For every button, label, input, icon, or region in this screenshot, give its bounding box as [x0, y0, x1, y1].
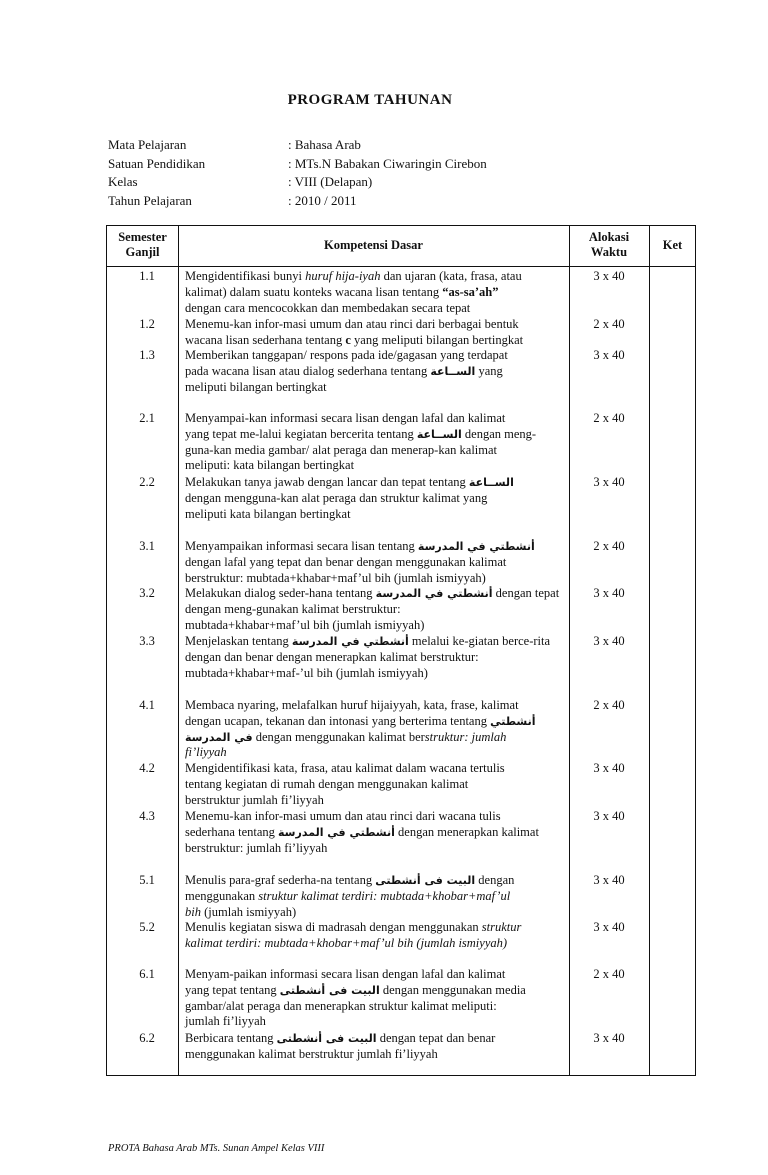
competency-line: Menemu-kan infor-masi umum dan atau rinci dari berbagai bentuk [185, 317, 519, 331]
competency-line: Menyam-paikan informasi secara lisan dengan lafal dan kalimat [185, 967, 506, 981]
competency-line: sederhana tentang أنشطتي في المدرسة dengan menerapkan kalimat [185, 824, 539, 839]
header-kompetensi: Kompetensi Dasar [324, 238, 423, 252]
time-allocation: 2 x 40 [593, 539, 625, 553]
header-semester-line1: Semester [118, 230, 167, 244]
page-title: PROGRAM TAHUNAN [287, 92, 453, 108]
info-label: Tahun Pelajaran [108, 192, 192, 208]
competency-text [185, 634, 571, 681]
competency-number: 4.2 [139, 761, 155, 775]
time-allocation: 2 x 40 [593, 698, 625, 712]
competency-text [185, 698, 571, 761]
competency-text [185, 411, 571, 474]
competency-line: tentang kegiatan di rumah dengan menggunakan kalimat [185, 776, 469, 791]
competency-number: 4.3 [139, 809, 155, 823]
header-semester-line2: Ganjil [125, 245, 160, 259]
competency-text [185, 348, 571, 395]
competency-line: Mengidentifikasi bunyi huruf hija-iyah dan ujaran (kata, frasa, atau [185, 269, 522, 283]
time-allocation: 3 x 40 [593, 873, 625, 887]
competency-line: berstruktur: jumlah fi’liyyah [185, 840, 328, 855]
competency-line: dengan dan benar dengan menerapkan kalimat berstruktur: [185, 649, 479, 664]
competency-line: berstruktur jumlah fi’liyyah [185, 792, 324, 807]
time-allocation: 3 x 40 [593, 475, 625, 489]
competency-text [185, 809, 571, 856]
competency-line: dengan mengguna-kan alat peraga dan struktur kalimat yang [185, 490, 488, 505]
info-row-class [108, 173, 487, 192]
competency-text [185, 586, 571, 633]
competency-text [185, 269, 571, 316]
competency-number: 3.1 [139, 539, 155, 553]
info-row-year [108, 192, 487, 211]
competency-number: 1.3 [139, 348, 155, 362]
competency-line: yang tepat tentang البيت فى أنشطتى dengan menggunakan media [185, 982, 526, 997]
competency-line: في المدرسة dengan menggunakan kalimat berstruktur: jumlah [185, 729, 507, 744]
competency-line: Menulis kegiatan siswa di madrasah dengan menggunakan struktur [185, 920, 522, 934]
document-info [108, 136, 487, 210]
competency-number: 1.2 [139, 317, 155, 331]
competency-text [185, 317, 571, 349]
competency-line: wacana lisan sederhana tentang c yang meliputi bilangan bertingkat [185, 332, 524, 347]
info-row-subject [108, 136, 487, 155]
competency-line: Menemu-kan infor-masi umum dan atau rinci dari wacana tulis [185, 809, 501, 823]
competency-line: Mengidentifikasi kata, frasa, atau kalimat dalam wacana tertulis [185, 761, 505, 775]
time-allocation: 2 x 40 [593, 967, 625, 981]
competency-number: 5.2 [139, 920, 155, 934]
info-row-school [108, 155, 487, 174]
competency-number: 5.1 [139, 873, 155, 887]
time-allocation: 2 x 40 [593, 317, 625, 331]
competency-text [185, 967, 571, 1030]
competency-line: menggunakan struktur kalimat terdiri: mubtada+khobar+maf’ul [185, 888, 511, 903]
program-table [106, 225, 696, 1076]
competency-line: Melakukan dialog seder-hana tentang أنشطتي في المدرسة dengan tepat [185, 586, 560, 600]
competency-line: meliputi kata bilangan bertingkat [185, 506, 351, 521]
info-label: Mata Pelajaran [108, 137, 187, 152]
competency-number: 3.3 [139, 634, 155, 648]
competency-line: gambar/alat peraga dan menerapkan struktur kalimat meliputi: [185, 998, 497, 1013]
column-divider [649, 226, 650, 1075]
competency-number: 2.1 [139, 411, 155, 425]
info-value: : MTs.N Babakan Ciwaringin Cirebon [288, 155, 487, 171]
competency-line: pada wacana lisan atau dialog sederhana tentang الســاعة yang [185, 363, 503, 378]
competency-line: bih (jumlah ismiyyah) [185, 904, 297, 919]
competency-line: dengan meng-gunakan kalimat berstruktur: [185, 601, 401, 616]
competency-line: dengan ucapan, tekanan dan intonasi yang berterima tentang أنشطتي [185, 713, 536, 728]
competency-number: 2.2 [139, 475, 155, 489]
competency-line: mubtada+khabar+maf-’ul bih (jumlah ismiyyah) [185, 665, 428, 680]
competency-line: Menulis para-graf sederha-na tentang البيت فى أنشطتى dengan [185, 873, 515, 887]
competency-line: meliputi bilangan bertingkat [185, 379, 327, 394]
time-allocation: 3 x 40 [593, 269, 625, 283]
header-ket: Ket [662, 238, 683, 252]
time-allocation: 3 x 40 [593, 586, 625, 600]
competency-text [185, 761, 571, 808]
competency-text [185, 873, 571, 920]
competency-line: Menjelaskan tentang أنشطتي في المدرسة melalui ke-giatan berce-rita [185, 634, 551, 648]
time-allocation: 3 x 40 [593, 634, 625, 648]
info-value: : 2010 / 2011 [288, 192, 357, 208]
time-allocation: 3 x 40 [593, 348, 625, 362]
competency-line: fi’liyyah [185, 745, 227, 760]
competency-line: Menyampai-kan informasi secara lisan dengan lafal dan kalimat [185, 411, 506, 425]
header-alokasi [569, 230, 649, 260]
competency-line: guna-kan media gambar/ alat peraga dan menerap-kan kalimat [185, 442, 498, 457]
competency-line: yang tepat me-lalui kegiatan bercerita tentang الســاعة dengan meng- [185, 426, 537, 441]
competency-text [185, 475, 571, 522]
competency-text [185, 1031, 571, 1063]
competency-line: meliputi: kata bilangan bertingkat [185, 458, 355, 473]
time-allocation: 3 x 40 [593, 761, 625, 775]
header-alokasi-line1: Alokasi [588, 230, 630, 244]
competency-line: Memberikan tanggapan/ respons pada ide/gagasan yang terdapat [185, 348, 508, 362]
competency-text [185, 539, 571, 586]
time-allocation: 3 x 40 [593, 920, 625, 934]
competency-line: berstruktur: mubtada+khabar+maf’ul bih (jumlah ismiyyah) [185, 570, 486, 585]
competency-line: Menyampaikan informasi secara lisan tentang أنشطتي في المدرسة [185, 539, 535, 553]
info-value: : VIII (Delapan) [288, 174, 373, 189]
competency-line: kalimat terdiri: mubtada+khobar+maf’ul bih (jumlah ismiyyah) [185, 935, 508, 950]
competency-line: dengan lafal yang tepat dan benar dengan menggunakan kalimat [185, 554, 507, 569]
info-label: Satuan Pendidikan [108, 155, 206, 171]
table-header [107, 226, 695, 267]
competency-number: 6.1 [139, 967, 155, 981]
info-value: : Bahasa Arab [288, 137, 361, 152]
info-label: Kelas [108, 174, 138, 189]
competency-number: 3.2 [139, 586, 155, 600]
competency-line: jumlah fi’liyyah [185, 1014, 266, 1029]
competency-line: Berbicara tentang البيت فى أنشطتى dengan tepat dan benar [185, 1031, 496, 1045]
header-semester [107, 230, 178, 260]
time-allocation: 3 x 40 [593, 809, 625, 823]
competency-line: Melakukan tanya jawab dengan lancar dan tepat tentang الســاعة [185, 475, 514, 489]
competency-line: mubtada+khabar+maf’ul bih (jumlah ismiyyah) [185, 617, 425, 632]
time-allocation: 2 x 40 [593, 411, 625, 425]
competency-number: 1.1 [139, 269, 155, 283]
competency-number: 4.1 [139, 698, 155, 712]
header-alokasi-line2: Waktu [590, 245, 628, 259]
competency-line: dengan cara mencocokkan dan membedakan secara tepat [185, 300, 471, 315]
competency-line: menggunakan kalimat berstruktur jumlah fi’liyyah [185, 1046, 438, 1061]
time-allocation: 3 x 40 [593, 1031, 625, 1045]
competency-text [185, 920, 571, 952]
page-footer: PROTA Bahasa Arab MTs. Sunan Ampel Kelas VIII [108, 1143, 325, 1154]
competency-line: kalimat) dalam suatu konteks wacana lisan tentang “as-sa’ah” [185, 284, 499, 299]
competency-number: 6.2 [139, 1031, 155, 1045]
competency-line: Membaca nyaring, melafalkan huruf hijaiyyah, kata, frase, kalimat [185, 698, 519, 712]
